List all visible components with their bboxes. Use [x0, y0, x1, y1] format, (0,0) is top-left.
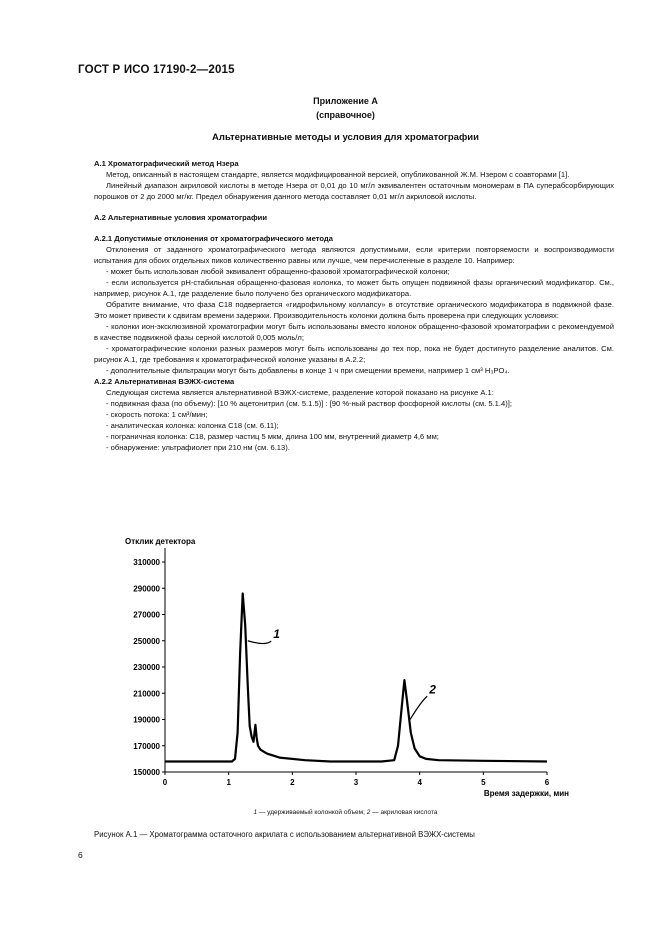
paragraph: - аналитическая колонка: колонка C18 (см. 6.11);	[106, 421, 279, 430]
paragraph: Метод, описанный в настоящем стандарте, является модифицированной версией, опубликованной Ж.М. Нзером с соавторами [1].	[106, 170, 570, 179]
paragraph: Обратите внимание, что фаза C18 подвергается «гидрофильному коллапсу» в отсутствие органического модификатора в подвижной фазе. Это может привести к сдвигам времени задержки. Производительность колонки должна быть проверена при следующих условиях:	[94, 300, 614, 320]
appendix-title: Приложение А	[313, 96, 378, 106]
spacer	[94, 202, 614, 212]
y-tick-label: 290000	[133, 584, 160, 594]
paragraph: - обнаружение: ультрафиолет при 210 нм (см. 6.13).	[106, 443, 290, 452]
appendix-note: (справочное)	[316, 110, 375, 120]
x-tick-label: 2	[290, 778, 295, 787]
paragraph: - если используется pH-стабильная обращенно-фазовая колонка, то может быть опущен подвижной фазы органический модификатор. См., например, рисунок А.1, где разделение было получено без органического модификатора.	[94, 278, 614, 298]
y-tick-label: 150000	[133, 768, 160, 777]
y-tick-label: 310000	[133, 558, 160, 567]
x-tick-label: 0	[162, 778, 168, 787]
page-number: 6	[78, 850, 83, 860]
y-tick-label: 170000	[133, 741, 160, 751]
peak-leader-line	[410, 696, 427, 719]
paragraph: Линейный диапазон акриловой кислоты в методе Нзера от 0,01 до 10 мг/л эквивалентен остаточным мономерам в ПА суперабсорбирующих порошков от 2 до 2000 мг/кг. Предел обнаружения данного метода составляет 0,01 мг/л акриловой кислоты.	[94, 181, 614, 201]
x-tick-label: 6	[544, 778, 550, 787]
x-tick-label: 5	[481, 778, 486, 787]
section-heading: А.2.2 Альтернативная ВЭЖХ-система	[94, 377, 235, 386]
document-header: ГОСТ Р ИСО 17190-2—2015	[78, 64, 235, 76]
figure-title: Рисунок А.1 — Хроматограмма остаточного акрилата с использованием альтернативной ВЭЖХ-системы	[94, 830, 475, 839]
section-heading: А.2 Альтернативные условия хроматографии	[94, 213, 267, 222]
paragraph: - подвижная фаза (по объему): [10 % ацетонитрил (см. 5.1.5)] : [90 %-ный раствор фосфорной кислоты (см. 5.1.4)];	[106, 399, 512, 408]
paragraph: Отклонения от заданного хроматографического метода являются допустимыми, если критерии повторяемости и воспроизводимости испытания для обоих отдельных пиков количественно равны или лучше, чем перечисленные в разделе 10. Например:	[94, 245, 614, 265]
figure-legend	[70, 809, 621, 816]
legend-text-1: — удерживаемый колонкой объем;	[257, 809, 367, 816]
x-tick-label: 4	[417, 778, 422, 787]
peak-label: 2	[429, 682, 436, 697]
y-tick-label: 210000	[133, 689, 160, 699]
document-body	[94, 158, 614, 453]
paragraph: Следующая система является альтернативной ВЭЖХ-системе, разделение которой показано на рисунке А.1:	[106, 388, 494, 397]
section-title: Альтернативные методы и условия для хроматографии	[212, 132, 479, 143]
paragraph: - дополнительные фильтрации могут быть добавлены в конце 1 ч при смещении времени, например 1 см³ H₃PO₄.	[106, 366, 510, 375]
chromatogram-series-line	[165, 594, 547, 762]
legend-num-1: 1	[253, 809, 258, 816]
chromatogram-chart	[100, 530, 600, 805]
section-heading: А.2.1 Допустимые отклонения от хроматографического метода	[94, 234, 333, 243]
paragraph: - хроматографические колонки разных размеров могут быть использованы до тех пор, пока не будет достигнуто разделение аналитов. См. рисунок А.1, где требования к хроматографической колонке указаны в А.2.2;	[94, 344, 614, 364]
spacer	[94, 223, 614, 233]
y-tick-label: 270000	[133, 610, 160, 620]
x-axis-label: Время задержки, мин	[483, 789, 569, 798]
section-heading: А.1 Хроматографический метод Нзера	[94, 159, 239, 168]
legend-text-2: — акриловая кислота	[370, 809, 438, 816]
peak-label: 1	[273, 627, 280, 642]
peak-leader-line	[248, 641, 271, 644]
paragraph: - колонки ион-эксклюзивной хроматографии могут быть использованы вместо колонок обращенно-фазовой хроматографии с рекомендуемой в качестве подвижной фазы серной кислотой 0,005 моль/л;	[94, 322, 614, 342]
y-tick-label: 190000	[133, 715, 160, 725]
x-tick-label: 3	[353, 778, 359, 787]
y-axis-label: Отклик детектора	[125, 537, 196, 546]
paragraph: - может быть использован любой эквивалент обращенно-фазовой хроматографической колонки;	[106, 267, 450, 276]
legend-num-2: 2	[366, 809, 371, 816]
x-tick-label: 1	[226, 778, 231, 787]
y-tick-label: 250000	[133, 636, 160, 646]
paragraph: - скорость потока: 1 см³/мин;	[106, 410, 208, 419]
paragraph: - пограничная колонка: C18, размер частиц 5 мкм, длина 100 мм, внутренний диаметр 4,6 мм;	[106, 432, 439, 441]
y-tick-label: 230000	[133, 663, 160, 672]
